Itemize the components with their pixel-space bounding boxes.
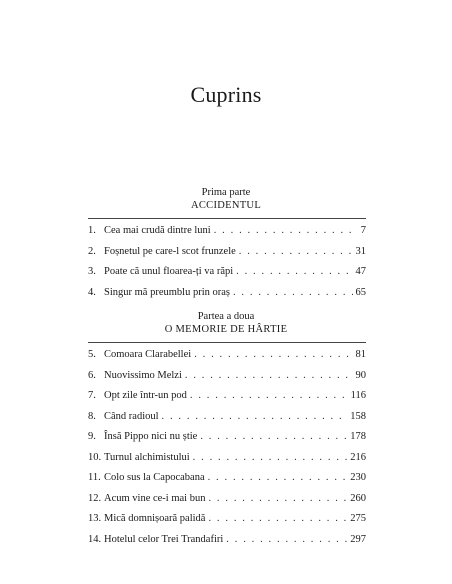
dot-leader <box>236 265 352 278</box>
chapter-title: Nuovissimo Melzi <box>104 369 182 381</box>
toc-entry[interactable] <box>88 512 366 533</box>
chapter-number: 14. <box>88 533 102 545</box>
chapter-title: Mică domnișoară palidă <box>104 513 206 524</box>
chapter-title: Turnul alchimistului <box>104 451 190 463</box>
chapter-title: Poate că unul floarea-ți va răpi <box>104 266 234 277</box>
chapter-number: 12. <box>88 492 102 504</box>
dot-leader <box>185 369 353 382</box>
dot-leader <box>208 492 347 505</box>
part-name: ACCIDENTUL <box>190 200 262 211</box>
page-number: 275 <box>350 513 366 524</box>
page-number: 297 <box>350 533 366 545</box>
page-number: 260 <box>350 492 366 504</box>
dot-leader <box>214 224 358 237</box>
dot-leader <box>194 348 352 361</box>
chapter-title: Opt zile într-un pod <box>104 390 187 401</box>
toc-entry[interactable] <box>88 369 366 390</box>
chapter-number: 9. <box>88 431 96 442</box>
chapter-title: Însă Pippo nici nu știe <box>104 431 198 442</box>
chapter-title: Comoara Clarabellei <box>104 349 192 360</box>
dot-leader <box>208 512 347 525</box>
toc-entry[interactable] <box>88 410 366 431</box>
part-name: O MEMORIE DE HÂRTIE <box>164 324 288 335</box>
toc-entry[interactable] <box>88 451 366 472</box>
page-number: 230 <box>350 472 366 483</box>
chapter-number: 4. <box>88 286 96 298</box>
part-divider-2 <box>88 342 366 343</box>
toc-entry[interactable] <box>88 224 366 245</box>
page-number: 90 <box>355 369 366 381</box>
toc-list-part-2 <box>88 348 366 553</box>
chapter-title: Colo sus la Capocabana <box>104 472 205 483</box>
chapter-number: 7. <box>88 390 96 401</box>
chapter-title: Când radioul <box>104 410 159 422</box>
toc-entry[interactable] <box>88 533 366 554</box>
dot-leader <box>226 533 347 546</box>
chapter-number: 2. <box>88 245 96 257</box>
chapter-title: Foșnetul pe care-l scot frunzele <box>104 245 236 257</box>
page-number: 158 <box>350 410 366 422</box>
dot-leader <box>239 245 353 258</box>
part-heading-1 <box>0 186 452 212</box>
page-number: 116 <box>350 390 366 401</box>
chapter-number: 11. <box>88 472 101 483</box>
toc-entry[interactable] <box>88 430 366 451</box>
toc-entry[interactable] <box>88 265 366 286</box>
page-number: 31 <box>355 245 366 257</box>
chapter-number: 6. <box>88 369 96 381</box>
dot-leader <box>233 286 353 299</box>
toc-list-part-1 <box>88 224 366 306</box>
part-subtitle: Prima parte <box>201 187 251 198</box>
part-subtitle: Partea a doua <box>197 311 255 322</box>
page-title: Cuprins <box>190 82 262 107</box>
toc-entry[interactable] <box>88 389 366 410</box>
part-divider-1 <box>88 218 366 219</box>
chapter-number: 8. <box>88 410 96 422</box>
toc-entry[interactable] <box>88 286 366 307</box>
page-number: 65 <box>355 286 366 298</box>
chapter-title: Cea mai crudă dintre luni <box>104 225 211 236</box>
chapter-number: 3. <box>88 266 96 277</box>
toc-entry[interactable] <box>88 492 366 513</box>
page-number: 81 <box>355 349 366 360</box>
dot-leader <box>200 430 347 443</box>
dot-leader <box>190 389 348 402</box>
part-heading-2 <box>0 310 452 336</box>
page-number: 7 <box>360 225 366 236</box>
toc-entry[interactable] <box>88 471 366 492</box>
toc-entry[interactable] <box>88 348 366 369</box>
page-number: 47 <box>355 266 366 277</box>
chapter-number: 13. <box>88 513 102 524</box>
dot-leader <box>208 471 348 484</box>
page-number: 178 <box>350 431 366 442</box>
chapter-number: 5. <box>88 349 96 360</box>
page-number: 216 <box>350 451 366 463</box>
dot-leader <box>162 410 348 423</box>
toc-entry[interactable] <box>88 245 366 266</box>
chapter-title: Hotelul celor Trei Trandafiri <box>104 533 224 545</box>
chapter-title: Acum vine ce-i mai bun <box>104 492 206 504</box>
chapter-number: 1. <box>88 225 96 236</box>
dot-leader <box>193 451 348 464</box>
chapter-number: 10. <box>88 451 102 463</box>
chapter-title: Singur mă preumblu prin oraș <box>104 286 230 298</box>
